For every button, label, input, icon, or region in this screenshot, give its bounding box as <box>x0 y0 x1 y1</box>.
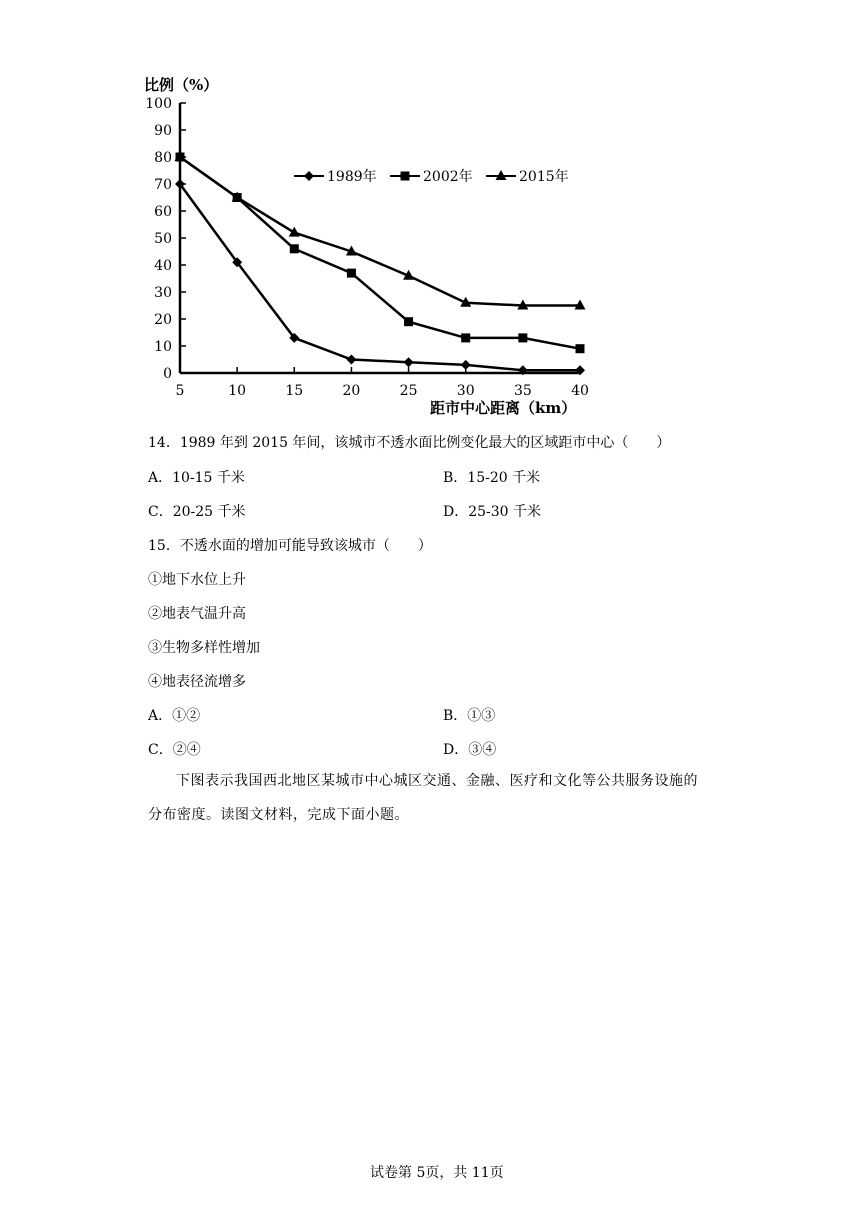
question-14-stem: 14．1989 年到 2015 年间，该城市不透水面比例变化最大的区域距市中心（ ） <box>148 435 671 451</box>
question-15-item-2: ②地表气温升高 <box>148 606 246 622</box>
series-line <box>180 157 580 349</box>
x-tick-label: 10 <box>228 383 247 399</box>
question-14-option-b[interactable]: B．15-20 千米 <box>443 470 541 486</box>
line-chart <box>130 66 610 426</box>
series-0 <box>175 179 585 375</box>
data-point <box>290 244 299 253</box>
y-tick-label: 10 <box>154 339 172 355</box>
y-tick-label: 30 <box>154 285 172 301</box>
data-point <box>404 357 414 367</box>
question-15-item-3: ③生物多样性增加 <box>148 640 260 656</box>
question-14-option-a[interactable]: A．10-15 千米 <box>148 470 245 486</box>
legend-marker <box>401 172 410 181</box>
x-tick-label: 40 <box>571 383 589 399</box>
data-point <box>576 344 585 353</box>
data-point <box>461 333 470 342</box>
legend-label: 1989年 <box>327 169 377 185</box>
x-tick-label: 5 <box>175 383 185 399</box>
passage-line-1: 下图表示我国西北地区某城市中心城区交通、金融、医疗和文化等公共服务设施的 <box>176 773 698 789</box>
y-axis-title: 比例（%） <box>144 76 219 94</box>
axes <box>145 96 589 399</box>
y-tick-label: 60 <box>154 204 172 220</box>
x-tick-label: 30 <box>456 383 475 399</box>
x-tick-label: 20 <box>342 383 361 399</box>
legend-label: 2002年 <box>423 169 473 185</box>
y-tick-label: 100 <box>145 96 172 112</box>
data-point <box>404 317 413 326</box>
data-point <box>518 333 527 342</box>
data-point <box>347 269 356 278</box>
legend-item <box>486 168 569 185</box>
question-14-option-d[interactable]: D．25-30 千米 <box>443 504 542 520</box>
x-tick-label: 15 <box>285 383 304 399</box>
chart-svg <box>130 66 610 426</box>
legend <box>294 168 569 185</box>
legend-item <box>390 168 473 185</box>
y-tick-label: 50 <box>154 231 172 247</box>
x-tick-label: 35 <box>513 383 532 399</box>
legend-marker <box>304 171 314 181</box>
data-point <box>346 355 356 365</box>
legend-item <box>294 168 377 185</box>
y-tick-label: 20 <box>154 312 172 328</box>
x-tick-label: 25 <box>399 383 418 399</box>
legend-label: 2015年 <box>519 169 569 185</box>
question-15-item-1: ①地下水位上升 <box>148 572 246 588</box>
question-15-option-b[interactable]: B．①③ <box>443 708 496 724</box>
page-footer: 试卷第 5页，共 11页 <box>370 1165 504 1181</box>
y-tick-label: 0 <box>163 366 172 382</box>
x-axis-title: 距市中心距离（km） <box>430 399 577 417</box>
data-point <box>461 360 471 370</box>
y-tick-label: 90 <box>154 123 172 139</box>
passage-line-2: 分布密度。读图文材料，完成下面小题。 <box>148 807 409 823</box>
y-tick-label: 40 <box>154 258 172 274</box>
question-15-option-a[interactable]: A．①② <box>148 708 201 724</box>
question-15-item-4: ④地表径流增多 <box>148 674 246 690</box>
question-15-option-d[interactable]: D．③④ <box>443 742 497 758</box>
y-tick-label: 80 <box>154 150 172 166</box>
y-tick-label: 70 <box>154 177 172 193</box>
question-14-option-c[interactable]: C．20-25 千米 <box>148 504 246 520</box>
question-15-stem: 15．不透水面的增加可能导致该城市（ ） <box>148 538 432 554</box>
question-15-option-c[interactable]: C．②④ <box>148 742 201 758</box>
